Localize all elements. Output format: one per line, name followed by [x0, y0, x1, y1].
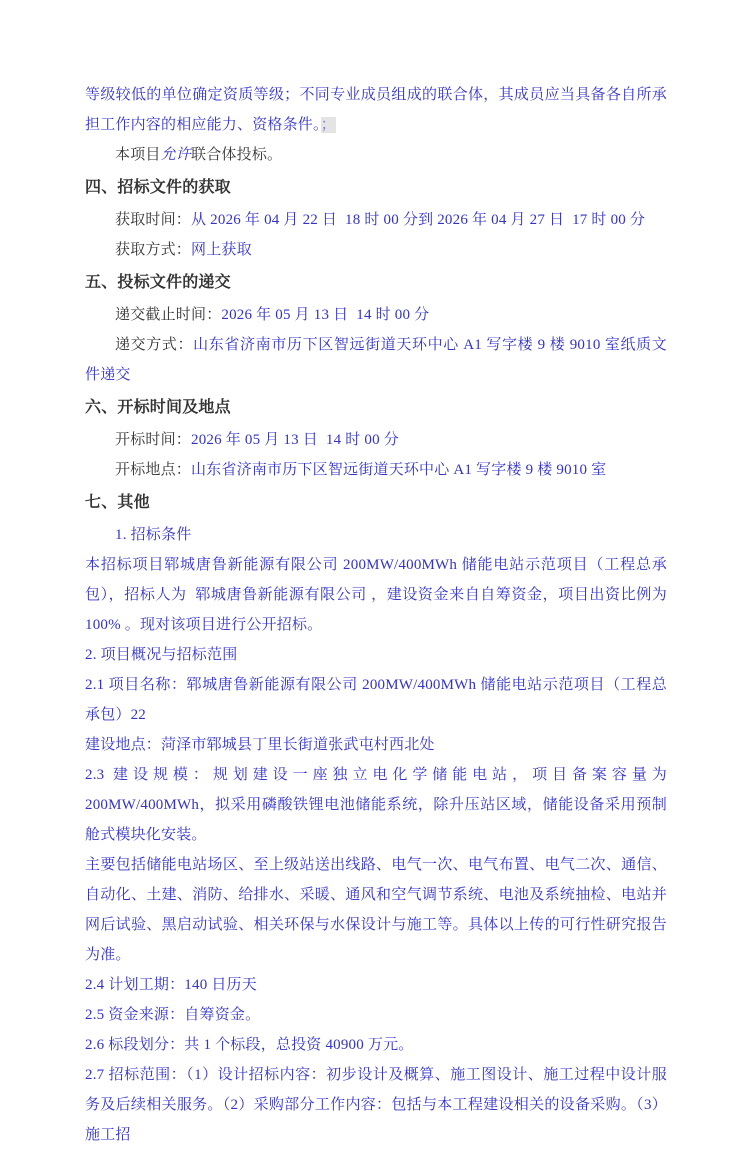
paragraph — [85, 455, 667, 485]
text-run: 六、开标时间及地点 — [85, 399, 231, 416]
text-run: 2026 年 05 月 13 日 14 时 00 分 — [221, 307, 430, 323]
paragraph — [85, 80, 667, 140]
text-run: 1. 招标条件 — [115, 527, 192, 543]
text-run: 本项目 — [115, 147, 161, 163]
paragraph — [85, 1030, 667, 1060]
paragraph — [85, 520, 667, 550]
text-run: 四、招标文件的获取 — [85, 179, 231, 196]
paragraph — [85, 140, 667, 170]
text-run: 2.6 标段划分：共 1 个标段，总投资 40900 万元。 — [85, 1037, 414, 1053]
text-run: 2. 项目概况与招标范围 — [85, 647, 238, 663]
paragraph — [85, 425, 667, 455]
text-run: 2.7 招标范围：（1）设计招标内容：初步设计及概算、施工图设计、施工过程中设计服务及后续相关服务。（2）采购部分工作内容：包括与本工程建设相关的设备采购。（3）施工招 — [85, 1067, 667, 1143]
text-run: 2.3 建设规模：规划建设一座独立电化学储能电站，项目备案容量为 200MW/400MWh，拟采用磷酸铁锂电池储能系统，除升压站区域，储能设备采用预制舱式模块化安装。 — [85, 767, 671, 843]
text-run: ； — [320, 117, 336, 133]
paragraph — [85, 330, 667, 390]
text-run: 五、投标文件的递交 — [85, 274, 231, 291]
section-heading — [85, 488, 667, 518]
section-heading — [85, 393, 667, 423]
paragraph — [85, 1000, 667, 1030]
paragraph — [85, 205, 667, 235]
text-run: 递交截止时间： — [115, 307, 222, 323]
paragraph — [85, 970, 667, 1000]
text-run: 2.4 计划工期：140 日历天 — [85, 977, 257, 993]
text-run: 2026 年 05 月 13 日 14 时 00 分 — [191, 432, 399, 448]
paragraph — [85, 550, 671, 640]
text-run: 开标地点： — [115, 462, 192, 478]
paragraph — [85, 1060, 667, 1150]
text-run: 允许 — [160, 147, 192, 163]
text-run: 山东省济南市历下区智远街道天环中心 A1 写字楼 9 楼 9010 室 — [191, 462, 607, 478]
text-run: 递交方式： — [115, 337, 194, 353]
text-run: 从 2026 年 04 月 22 日 18 时 00 分到 2026 年 04 月 27 日 17 时 00 分 — [191, 212, 646, 228]
text-run: 联合体投标。 — [191, 147, 283, 163]
text-run: 获取方式： — [115, 242, 192, 258]
text-run: 本招标项目郓城唐鲁新能源有限公司 200MW/400MWh 储能电站示范项目（工程总承包），招标人为 郓城唐鲁新能源有限公司 ，建设资金来自自筹资金，项目出资比例为 100% 。现对该项目进行公开招标。 — [85, 557, 671, 633]
paragraph — [85, 300, 667, 330]
text-run: 山东省济南市历下区智远街道天环中心 A1 写字楼 9 楼 9010 室纸质文件递交 — [85, 337, 667, 383]
text-run: 2.5 资金来源：自筹资金。 — [85, 1007, 261, 1023]
paragraph — [85, 760, 671, 850]
paragraph — [85, 670, 667, 730]
paragraph — [85, 730, 667, 760]
text-run: 网上获取 — [191, 242, 252, 258]
paragraph — [85, 850, 667, 970]
section-heading — [85, 268, 667, 298]
paragraph — [85, 235, 667, 265]
text-run: 等级较低的单位确定资质等级；不同专业成员组成的联合体，其成员应当具备各自所承担工作内容的相应能力、资格条件。 — [85, 87, 667, 133]
paragraph — [85, 640, 667, 670]
text-run: 建设地点：菏泽市郓城县丁里长街道张武屯村西北处 — [85, 737, 435, 753]
text-run: 获取时间： — [115, 212, 192, 228]
text-run: 主要包括储能电站场区、至上级站送出线路、电气一次、电气布置、电气二次、通信、自动化、土建、消防、给排水、采暖、通风和空气调节系统、电池及系统抽检、电站并网后试验、黑启动试验、相关环保与水保设计与施工等。具体以上传的可行性研究报告为准。 — [85, 857, 667, 963]
section-heading — [85, 173, 667, 203]
document-content — [85, 80, 671, 1150]
text-run: 开标时间： — [115, 432, 192, 448]
text-run: 七、其他 — [85, 494, 150, 511]
text-run: 2.1 项目名称：郓城唐鲁新能源有限公司 200MW/400MWh 储能电站示范项目（工程总承包）22 — [85, 677, 667, 723]
